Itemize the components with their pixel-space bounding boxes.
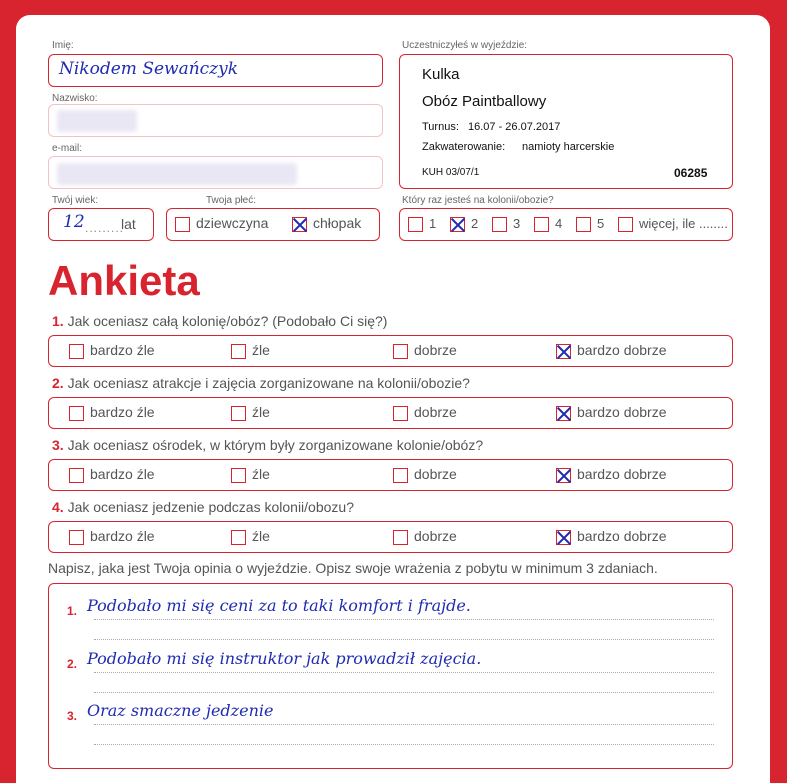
question-label: Jak oceniasz jedzenie podczas kolonii/obozu? [67, 499, 354, 515]
opinion-box[interactable] [48, 583, 733, 769]
times-option-more[interactable]: więcej, ile ........ [618, 216, 728, 232]
redaction-blur [57, 110, 137, 132]
rating-option-label: bardzo dobrze [577, 404, 667, 420]
rating-option-label: dobrze [414, 404, 457, 420]
rating-option[interactable] [231, 466, 270, 483]
rating-option-label: bardzo źle [90, 404, 155, 420]
times-option-1[interactable]: 1 [408, 216, 436, 232]
checkbox[interactable] [231, 468, 246, 483]
name-label: Imię: [52, 40, 74, 51]
rating-option[interactable] [393, 404, 457, 421]
question-number: 3. [52, 437, 64, 453]
checkbox[interactable] [534, 217, 549, 232]
checkbox-checked[interactable] [556, 468, 571, 483]
rating-option-label: źle [252, 342, 270, 358]
email-label: e-mail: [52, 143, 83, 154]
writing-line [94, 672, 714, 673]
age-unit: lat [121, 216, 136, 232]
rating-option-label: bardzo źle [90, 466, 155, 482]
rating-option-label: źle [252, 466, 270, 482]
survey-sheet [16, 15, 770, 783]
rating-option-label: bardzo dobrze [577, 528, 667, 544]
opinion-answer-1: Podobało mi się ceni za to taki komfort i frajde. [87, 596, 471, 615]
trip-code: KUH 03/07/1 [422, 167, 480, 178]
checkbox[interactable] [69, 406, 84, 421]
rating-option[interactable] [556, 404, 667, 421]
rating-option-label: dobrze [414, 466, 457, 482]
housing-label: Zakwaterowanie: [422, 141, 506, 153]
gender-option-male[interactable]: chłopak [292, 215, 361, 232]
rating-option-label: bardzo źle [90, 342, 155, 358]
writing-line [94, 639, 714, 640]
trip-title: Obóz Paintballowy [422, 93, 547, 110]
checkbox[interactable] [231, 406, 246, 421]
rating-option-label: bardzo źle [90, 528, 155, 544]
rating-option[interactable] [556, 528, 667, 545]
rating-option-label: bardzo dobrze [577, 342, 667, 358]
checkbox-checked[interactable] [450, 217, 465, 232]
opinion-prompt: Napisz, jaka jest Twoja opinia o wyjeździe. Opisz swoje wrażenia z pobytu w minimum 3 zdaniach. [48, 560, 658, 576]
checkbox[interactable] [393, 468, 408, 483]
rating-option[interactable] [556, 466, 667, 483]
housing-value: namioty harcerskie [522, 141, 615, 153]
writing-line [94, 619, 714, 620]
rating-option[interactable] [69, 466, 155, 483]
surname-label: Nazwisko: [52, 93, 98, 104]
rating-option-label: źle [252, 404, 270, 420]
name-field[interactable] [48, 54, 383, 87]
checkbox[interactable] [393, 530, 408, 545]
checkbox[interactable] [393, 406, 408, 421]
rating-row [48, 459, 733, 491]
rating-option[interactable] [393, 528, 457, 545]
checkbox[interactable] [231, 530, 246, 545]
rating-option[interactable] [393, 342, 457, 359]
checkbox[interactable] [492, 217, 507, 232]
checkbox[interactable] [69, 468, 84, 483]
redaction-blur [57, 163, 297, 185]
gender-label: Twoja płeć: [206, 195, 257, 206]
rating-row [48, 335, 733, 367]
gender-option-female[interactable]: dziewczyna [175, 215, 268, 232]
age-label: Twój wiek: [52, 195, 99, 206]
opinion-answer-2: Podobało mi się instruktor jak prowadził zajęcia. [87, 649, 482, 668]
checkbox[interactable] [408, 217, 423, 232]
checkbox[interactable] [393, 344, 408, 359]
opinion-answer-3: Oraz smaczne jedzenie [87, 701, 274, 720]
rating-row [48, 397, 733, 429]
rating-option[interactable] [231, 528, 270, 545]
age-field[interactable] [48, 208, 154, 241]
opinion-number-3: 3. [67, 709, 78, 723]
page-title: Ankieta [48, 257, 200, 304]
trip-number: 06285 [674, 166, 708, 180]
opinion-number-2: 2. [67, 657, 78, 671]
age-dots: ......... [85, 221, 125, 235]
checkbox-checked[interactable] [292, 217, 307, 232]
question-text [52, 313, 387, 329]
rating-option[interactable] [231, 342, 270, 359]
question-label: Jak oceniasz całą kolonię/obóz? (Podobało Ci się?) [67, 313, 388, 329]
name-value: Nikodem Sewańczyk [59, 59, 239, 79]
rating-option-label: źle [252, 528, 270, 544]
times-label: Który raz jesteś na kolonii/obozie? [402, 195, 554, 206]
writing-line [94, 692, 714, 693]
opinion-number-1: 1. [67, 604, 78, 618]
rating-option[interactable] [69, 528, 155, 545]
checkbox[interactable] [69, 530, 84, 545]
question-label: Jak oceniasz ośrodek, w którym były zorganizowane kolonie/obóz? [67, 437, 484, 453]
question-text [52, 437, 483, 453]
rating-option-label: dobrze [414, 342, 457, 358]
checkbox[interactable] [231, 344, 246, 359]
checkbox[interactable] [69, 344, 84, 359]
trip-name: Kulka [422, 66, 460, 83]
rating-option[interactable] [69, 342, 155, 359]
checkbox-checked[interactable] [556, 530, 571, 545]
times-option-2[interactable]: 2 [450, 216, 478, 232]
times-option-5[interactable]: 5 [576, 216, 604, 232]
question-label: Jak oceniasz atrakcje i zajęcia zorganizowane na kolonii/obozie? [67, 375, 470, 391]
surname-field[interactable] [48, 104, 383, 137]
age-value: 12 [63, 212, 85, 232]
writing-line [94, 724, 714, 725]
question-text [52, 375, 470, 391]
gender-field [166, 208, 380, 241]
email-field[interactable] [48, 156, 383, 189]
checkbox[interactable] [618, 217, 633, 232]
rating-option[interactable] [393, 466, 457, 483]
rating-option[interactable] [69, 404, 155, 421]
question-number: 4. [52, 499, 64, 515]
rating-row [48, 521, 733, 553]
turnus-value: 16.07 - 26.07.2017 [468, 121, 561, 133]
times-option-3[interactable]: 3 [492, 216, 520, 232]
trip-label: Uczestniczyłeś w wyjeździe: [402, 40, 528, 51]
times-option-4[interactable]: 4 [534, 216, 562, 232]
question-number: 1. [52, 313, 64, 329]
turnus-label: Turnus: [422, 121, 459, 133]
checkbox[interactable] [175, 217, 190, 232]
question-text [52, 499, 354, 515]
checkbox[interactable] [576, 217, 591, 232]
checkbox-checked[interactable] [556, 406, 571, 421]
times-field [399, 208, 733, 241]
rating-option-label: bardzo dobrze [577, 466, 667, 482]
writing-line [94, 744, 714, 745]
trip-info-box [399, 54, 733, 189]
rating-option[interactable] [556, 342, 667, 359]
checkbox-checked[interactable] [556, 344, 571, 359]
rating-option-label: dobrze [414, 528, 457, 544]
question-number: 2. [52, 375, 64, 391]
rating-option[interactable] [231, 404, 270, 421]
